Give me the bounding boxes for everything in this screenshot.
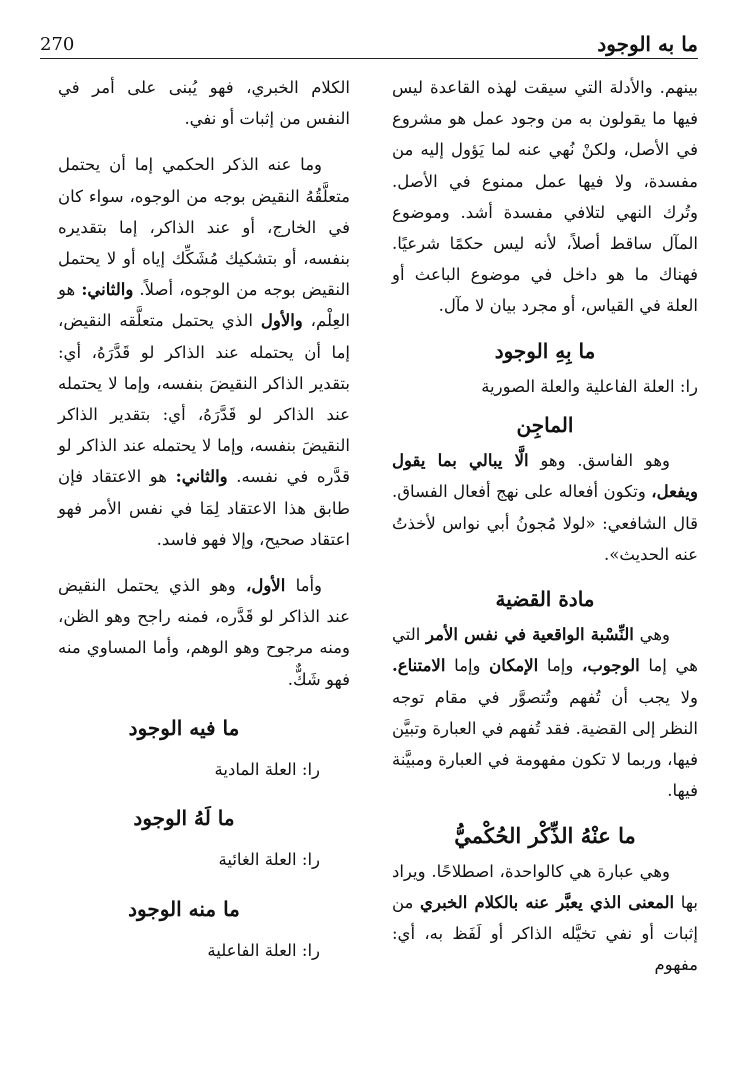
running-title: ما به الوجود xyxy=(597,32,698,56)
entry-title-ma-anhu-aldhikr: ما عنْهُ الذِّكْر الحُكْميُّ xyxy=(454,823,636,849)
header-rule xyxy=(40,58,698,59)
page-number: 270 xyxy=(40,34,75,55)
left-column xyxy=(58,72,350,984)
entry-title-maddat-alqadiyya: مادة القضية xyxy=(495,587,595,612)
paragraph-continuation: بينهم. والأدلة التي سيقت لهذه القاعدة ليس فيها ما يقولون به من وجود عمل هو مشروع في الأصل، ولكنْ نُهي عنه لما يَؤول إليه من مفسدة، ولا فيها عمل ممنوع في الأصل. وتُرك النهي لتلافي مفسدة أشد. وموضوع المآل ساقط أصلاً، لأنه ليس حكمًا شرعيًا. فهناك ما هو داخل في موضوع الباعث أو العلة في القياس، أو مجرد بيان لا مآل. xyxy=(392,78,698,316)
paragraph-al-awwal: وأما الأول، وهو الذي يحتمل النقيض عند الذاكر لو قَدَّره، فمنه راجح وهو الظن، ومنه مرجوح وهو الوهم، وأما المساوي منه فهو شَكٌّ. xyxy=(58,576,350,689)
entry-body-ma-anhu-aldhikr: وهي عبارة هي كالواحدة، اصطلاحًا. ويراد بها المعنى الذي يعبَّر عنه بالكلام الخبري من إثبات أو نفي تخيَّله الذاكر أو لَفَظ به، أي: مفهوم xyxy=(392,861,698,975)
entry-title-almajin: الماجِن xyxy=(516,413,574,438)
entry-body-almajin: وهو الفاسق. وهو الَّا يبالي بما يقول ويفعل، وتكون أفعاله على نهج أفعال الفساق. قال الشافعي: «لولا مُجونُ أبي نواس لأخذتُ عنه الحديث». xyxy=(392,451,698,564)
entry-title-ma-bihi-alwujud: ما بِهِ الوجود xyxy=(494,338,596,363)
entry-title-ma-minhu-alwujud: ما منه الوجود xyxy=(128,896,240,921)
entry-reference: را: العلة المادية xyxy=(214,760,320,780)
entry-body-maddat-alqadiyya: وهي النِّسْبة الواقعية في نفس الأمر التي هي إما الوجوب، وإما الإمكان وإما الامتناع. ولا يجب أن تُفهم وتُتصوَّر في مقام توجه النظر إلى القضية. فقد تُفهم في العبارة وتبيَّن فيها، وربما لا تكون مفهومة في العبارة ومبيَّنة فيها. xyxy=(392,625,698,801)
entry-title-ma-lahu-alwujud: ما لَهُ الوجود xyxy=(133,806,235,831)
paragraph-dhikr-hukmi: وما عنه الذكر الحكمي إما أن يحتمل متعلَّقُهُ النقيض بوجه من الوجوه، سواء كان في الخارج، أو عند الذاكر، إما بتقديره بنفسه، أو بتشكيك مُشَكِّك إياه أو لا يحتمل النقيض بوجه من الوجوه، أصلاً. والثاني: هو العِلْم، والأول الذي يحتمل متعلَّقه النقيض، إما أن يحتمله عند الذاكر لو قَدَّرَهُ، أي: بتقدير الذاكر النقيضَ بنفسه، وإما لا يحتمله عند الذاكر لو قَدَّرَهُ، أي: بتقدير الذاكر النقيضَ بنفسه، وإما لا يحتمله عند الذاكر لو قدَّره في نفسه. والثاني: هو الاعتقاد فإن طابق هذا الاعتقاد لِمَا في نفس الأمر فهو اعتقاد صحيح، وإلا فهو فاسد. xyxy=(58,155,351,549)
page-header xyxy=(40,20,698,60)
paragraph-continuation: الكلام الخبري، فهو يُبنى على أمر في النفس من إثبات أو نفي. xyxy=(58,78,350,129)
entry-reference: را: العلة الفاعلية xyxy=(207,940,320,960)
entry-reference: را: العلة الغائية xyxy=(218,850,320,870)
entry-title-ma-fihi-alwujud: ما فيه الوجود xyxy=(128,715,240,740)
right-column xyxy=(392,72,698,980)
entry-reference: را: العلة الفاعلية والعلة الصورية xyxy=(481,376,698,396)
